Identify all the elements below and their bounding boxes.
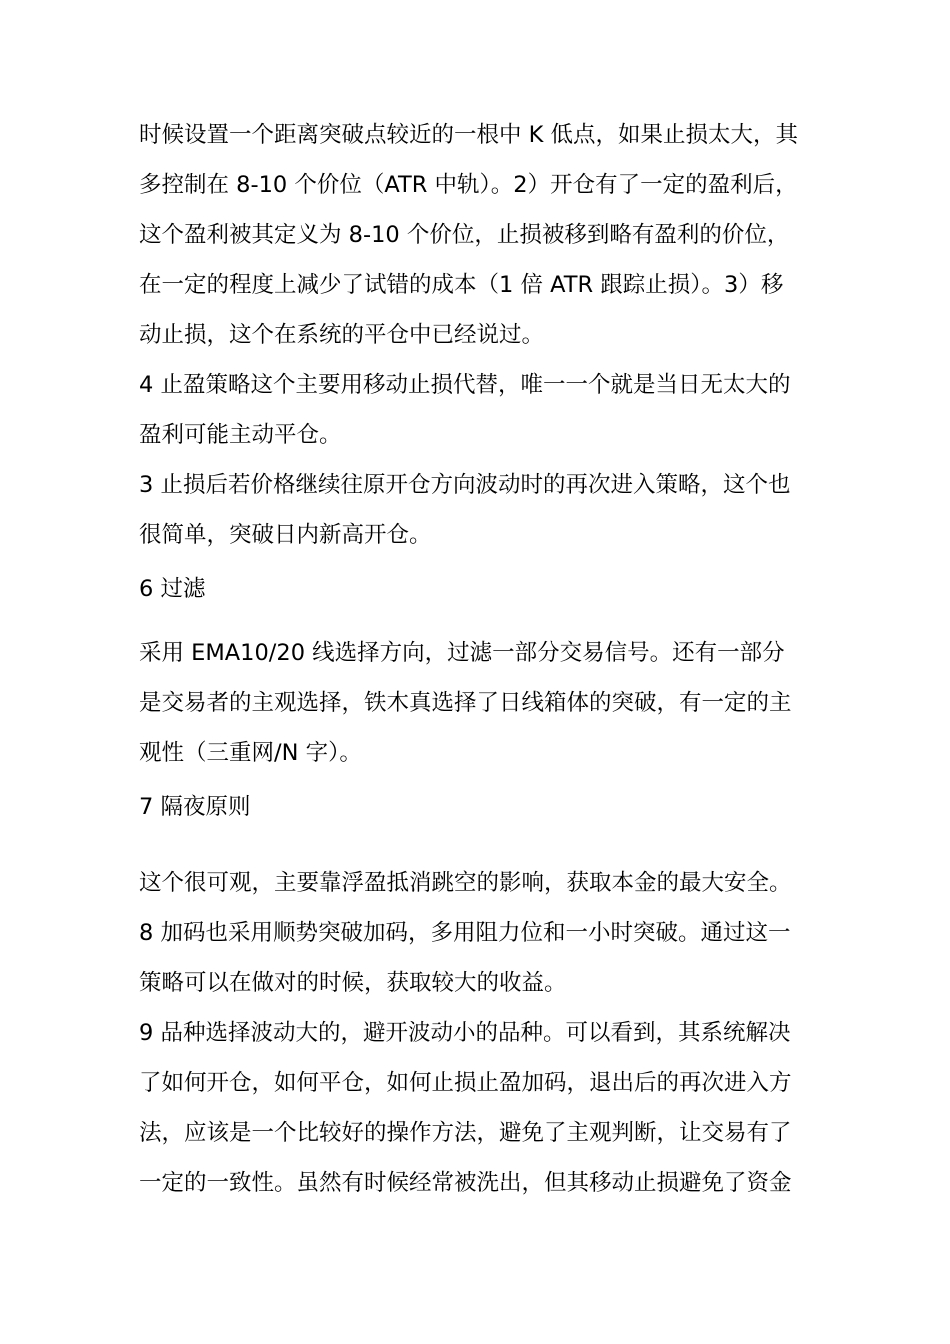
text-line: 了如何开仓，如何平仓，如何止损止盈加码，退出后的再次进入方 [139,1070,792,1096]
text-line: 很简单，突破日内新高开仓。 [139,522,432,548]
text-line: 采用 EMA10/20 线选择方向，过滤一部分交易信号。还有一部分 [139,640,785,666]
text-line: 盈利可能主动平仓。 [139,422,342,448]
text-line: 8 加码也采用顺势突破加码，多用阻力位和一小时突破。通过这一 [139,920,791,946]
text-line: 多控制在 8-10 个价位（ATR 中轨）。2）开仓有了一定的盈利后， [139,172,798,198]
section-heading: 6 过滤 [139,576,206,602]
text-line: 法，应该是一个比较好的操作方法，避免了主观判断，让交易有了 [139,1120,792,1146]
text-line: 时候设置一个距离突破点较近的一根中 K 低点，如果止损太大，其 [139,122,799,148]
text-line: 是交易者的主观选择，铁木真选择了日线箱体的突破，有一定的主 [139,690,792,716]
text-line: 9 品种选择波动大的，避开波动小的品种。可以看到，其系统解决 [139,1020,791,1046]
text-line: 一定的一致性。虽然有时候经常被洗出，但其移动止损避免了资金 [139,1170,792,1196]
text-line: 在一定的程度上减少了试错的成本（1 倍 ATR 跟踪止损）。3）移 [139,272,784,298]
section-heading: 7 隔夜原则 [139,794,251,820]
text-line: 动止损，这个在系统的平仓中已经说过。 [139,322,545,348]
text-line: 4 止盈策略这个主要用移动止损代替，唯一一个就是当日无太大的 [139,372,791,398]
text-line: 观性（三重网/N 字）。 [139,740,362,766]
text-line: 这个很可观，主要靠浮盈抵消跳空的影响，获取本金的最大安全。 [139,870,792,896]
text-line: 3 止损后若价格继续往原开仓方向波动时的再次进入策略，这个也 [139,472,791,498]
text-line: 这个盈利被其定义为 8-10 个价位，止损被移到略有盈利的价位， [139,222,790,248]
text-line: 策略可以在做对的时候，获取较大的收益。 [139,970,567,996]
